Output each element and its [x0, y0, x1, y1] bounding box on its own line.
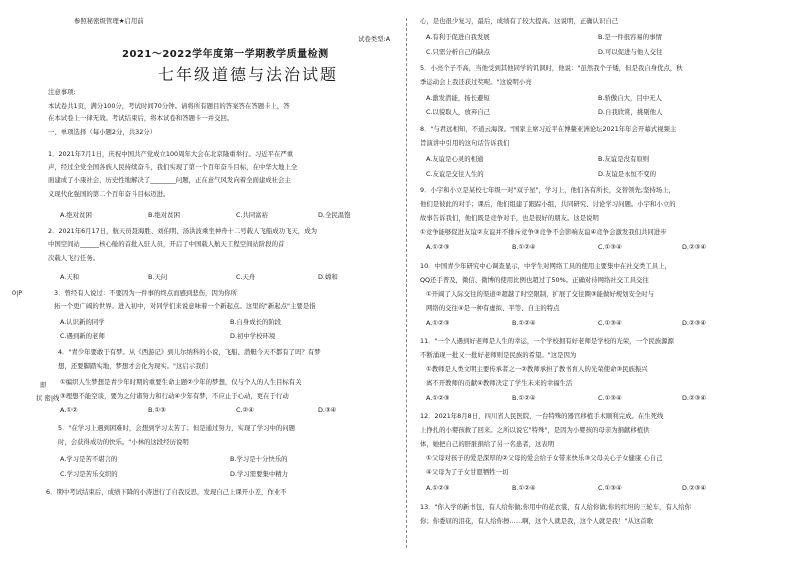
option-d[interactable]: D.学习需要集中精力: [230, 470, 289, 478]
question-text: ①开阔了人际交往的渠道②超越了时空限制，扩展了交往圈③能做好规划安全时与: [426, 290, 655, 298]
option-c[interactable]: C.学习是苦乐交织的: [60, 470, 118, 478]
question-text: ①教师是人类文明主要传承者之一②教师承担了教书育人的光荣使命③民族振兴: [426, 365, 648, 373]
option-a[interactable]: A.友谊是心灵的相通: [426, 155, 484, 163]
option-d[interactable]: D.全民温饱: [318, 211, 351, 219]
question-text: 6．期中考试结束后，成绩下降的小涛进行了自我反思，发现自己上课开小差，作业不: [46, 488, 287, 496]
question-text: 次载人飞行任务。: [48, 254, 100, 262]
question-text: 1．2021年7月1日，庆祝中国共产党成立100周年大会在北京隆重举行。习近平在严重: [48, 150, 294, 158]
option-a[interactable]: A.①②③: [426, 394, 450, 402]
option-a[interactable]: A.①②③: [426, 484, 450, 492]
question-text: 义现代化强国的第二个百年奋斗目标迈进。: [48, 190, 170, 198]
option-b[interactable]: B.友谊是没有原则: [598, 155, 650, 163]
option-a[interactable]: A.①②: [60, 406, 78, 414]
question-text: QQ还手普及，微信、微博的使用比例也超过了50%。正确对待网络社交工具交往: [420, 276, 649, 284]
option-c[interactable]: C.遇到新的老师: [60, 332, 105, 340]
question-text: 不断涌现一批又一批好老师则是民族的希望。"这是因为: [420, 351, 577, 359]
option-b[interactable]: B.骄傲自大，目中无人: [598, 94, 662, 102]
option-c[interactable]: C.①③④: [598, 484, 622, 492]
option-d[interactable]: D.初中学校环境: [230, 332, 276, 340]
question-text: 拓一个更广阔的世界。进入初中，对同学们来说意味着一个新起点。这里的"新起点"主要是指: [54, 302, 316, 310]
option-a[interactable]: A.学习是苦不堪言的: [60, 455, 118, 463]
binding-mark-2: 即: [40, 381, 47, 389]
question-text: ③理想不能空谈，要为之付诸努力和行动④少年有梦，不应止于心动，更在于行动: [60, 392, 289, 400]
notice-heading: 注意事项:: [48, 88, 76, 96]
option-c[interactable]: C.①③④: [598, 319, 622, 327]
binding-mark-1: 0|P: [12, 289, 23, 297]
question-text: ①竞争能够促进友谊②友谊并不排斥竞争③竞争不会影响友谊④竞争会激发我们共同进步: [420, 228, 667, 236]
option-c[interactable]: C.天舟: [236, 273, 256, 281]
question-text: 13．"你入学的新书包，有人给你做;你用中的花衣裳，有人给你做;你的红坦的三轮车，有人给你: [420, 503, 692, 511]
question-text: 11．"一个人遇到好老师是人生的幸运，一个学校拥有好老师是学校的光荣，一个民族源源: [420, 337, 674, 345]
option-b[interactable]: B.天问: [148, 273, 168, 281]
option-b[interactable]: B.学习是十分快乐的: [230, 455, 288, 463]
option-b[interactable]: B.①③: [148, 406, 166, 414]
option-a[interactable]: A.激发潜能，扬长避短: [426, 94, 490, 102]
question-text: ④父母为了子女甘愿牺牲一切: [426, 468, 509, 476]
right-column: [420, 0, 760, 561]
left-column: [46, 0, 391, 561]
option-b[interactable]: B.绝对贫困: [148, 211, 180, 219]
option-c[interactable]: C.①③④: [598, 243, 622, 251]
question-text: 想，还要脚踏实地，梦想才会化为现实。"这启示我们: [58, 362, 208, 370]
question-text: 3．曾经有人说过：不要因为一件事的终点而感到悲伤，因为你所: [54, 289, 238, 297]
question-text: 8．"与君远相知，不道云海深。"国家主席习近平在博鳌亚洲论坛2021年年会开幕式视频主: [420, 125, 677, 133]
question-text: 上挣扎的小婴孩救了回来。之所以说它"特殊"，是因为小婴孩的母亲为捐献移植供: [420, 426, 650, 434]
option-d[interactable]: D.②③④: [682, 319, 707, 327]
option-c[interactable]: C.①③④: [598, 394, 622, 402]
question-text: ①编织人生梦想是青少年时期的重要生命主题②少年的梦想，仅与个人的人生目标有关: [60, 378, 302, 386]
confidential-label: 参照秘密级管理★启用前: [74, 17, 144, 25]
option-a[interactable]: A.有利于促进自我发展: [426, 33, 490, 41]
question-text: 网络的交往④是一种有虚拟、平等、自主的特点: [426, 304, 560, 312]
option-a[interactable]: A.天和: [60, 273, 80, 281]
option-b[interactable]: B.①②④: [512, 243, 536, 251]
option-d[interactable]: D.③④: [318, 406, 337, 414]
option-c[interactable]: C.②④: [236, 406, 254, 414]
question-text: 12．2021年8月8日，四川省人民医院，一台特殊的器官移植手术顺利完成。在生死线: [420, 412, 664, 420]
question-text: 你；你委屈的泪花，有人给你擦……啊，这个人就是我，这个人就是我！"从这首歌: [420, 517, 654, 525]
option-a[interactable]: A.绝对贫困: [60, 211, 92, 219]
question-text: 中国空间站______核心舱的首批入驻人员，开启了中国载人航天工程空间站阶段的首: [48, 240, 285, 248]
option-d[interactable]: D.自我欣赏，挑剔他人: [598, 108, 663, 116]
option-d[interactable]: D.友谊是永恒不变的: [598, 170, 657, 178]
question-text: 10．中国青少年研究中心调查显示，中学生对网络工具的使用主要集中在社交类工具上，: [420, 262, 671, 270]
exam-title: 2021～2022学年度第一学期教学质量检测: [122, 49, 329, 60]
option-d[interactable]: D.②③④: [682, 243, 707, 251]
option-a[interactable]: A.①②③: [426, 243, 450, 251]
question-text: 他们是彼此的对手；课后，他们组建了跟踪小组，共同研究、讨论学习问题。小宇和小立的: [420, 200, 676, 208]
option-a[interactable]: A.①②③: [426, 319, 450, 327]
question-text: 旨演讲中引用的这句话告诉我们: [420, 139, 510, 147]
question-text: 5．"在学习上遇到困难时，会想到学习太苦了；但是通过努力，实现了学习中的问题: [58, 424, 296, 432]
question-text: 离不开教师的贡献④教师决定了学生未来的幸福生活: [426, 379, 573, 387]
question-text: 4．"青少年要敢于有梦。从《西游记》到儿尔纳科的小说，飞船、潜艇今天不都有了吗？有梦: [58, 348, 321, 356]
notice-line: 本试卷共1页，满分100分，考试时间70分钟。请将所有题目的答案答在答题卡上，答: [48, 102, 290, 110]
option-c[interactable]: C.只需分析自己的缺点: [426, 48, 491, 56]
question-text: 故事告诉我们，他们既是竞争对手，也是很好的朋友。这是说明: [420, 214, 599, 222]
option-b[interactable]: B.自身成长的阶段: [230, 318, 282, 326]
subject-title: 七年级道德与法治试题: [158, 65, 339, 84]
option-d[interactable]: D.嫦和: [318, 273, 338, 281]
section-heading: 一、单项选择（每小题2分，共32分）: [48, 128, 157, 136]
option-d[interactable]: D.②③④: [682, 484, 707, 492]
question-text: 5．小亮个子不高，当他受到其他同学的讥讽时，他说："虽然我个子矮，但是我自身优点，秋: [420, 64, 683, 72]
question-text: 声，经过全党全国各族人民持续奋斗，我们实现了第一个百年奋斗目标，在中华大地上全: [48, 163, 298, 171]
option-d[interactable]: D.可以促进与他人交往: [598, 48, 663, 56]
option-a[interactable]: A.认识新的同学: [60, 318, 105, 326]
option-b[interactable]: B.①②④: [512, 394, 536, 402]
option-c[interactable]: C.友谊是交往人生的: [426, 170, 484, 178]
option-d[interactable]: D.②③④: [682, 394, 707, 402]
option-c[interactable]: C.以貌取人，放弃自己: [426, 108, 491, 116]
exam-type-label: 试卷类型:A: [358, 35, 391, 43]
question-text: 面建成了小康社会，历史性地解决了________问题，正在意气风发向着全面建成社会主: [48, 176, 291, 184]
question-text: 9．小宇和小立是某校七年级一对"双子星"，学习上，他们各有所长，交替领先;坚持场上，: [420, 186, 675, 194]
option-b[interactable]: B.①②④: [512, 319, 536, 327]
question-text: 时，会获得成功的快乐。"小林的这段经历说明: [58, 438, 189, 446]
question-text: 心，是也很少复习，最后，成绩有了较大提高。这说明，正确认识自己: [420, 17, 619, 25]
option-c[interactable]: C.共同富裕: [236, 211, 269, 219]
question-text: 2．2021年6月17日，航天员聂海胜、刘伯明、汤洪波乘坐神舟十二号载人飞船成功飞天，成为: [48, 227, 317, 235]
option-b[interactable]: B.是一件很容易的事情: [598, 33, 662, 41]
question-text: 季运动会上我还获过奖呢。"这说明小亮: [420, 78, 532, 86]
question-text: ①父母对孩子的爱是深厚的②父母的爱会给子女带来快乐③父母关心子女健康 心自己: [426, 454, 663, 462]
question-text: 体，她把自己的肝脏捐给了另一名患者，这表明: [420, 440, 555, 448]
column-divider: [406, 18, 407, 548]
binding-mark-3: 状 密|线: [36, 394, 60, 402]
notice-line: 在本试卷上一律无效。考试结束后，将本试卷和答题卡一并交回。: [48, 114, 234, 122]
option-b[interactable]: B.①②④: [512, 484, 536, 492]
